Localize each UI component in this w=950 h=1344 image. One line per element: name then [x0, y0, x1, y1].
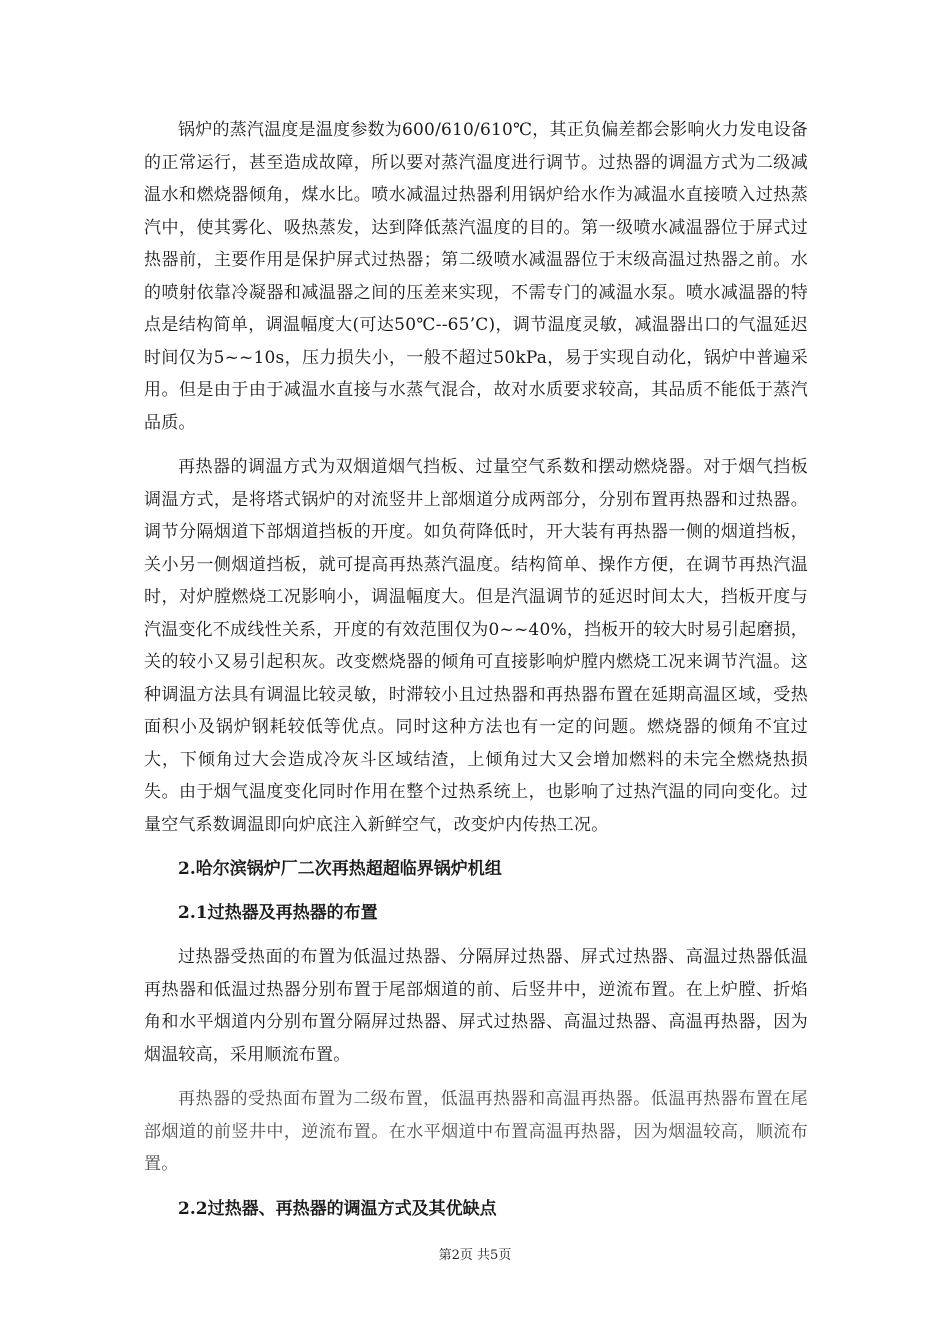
paragraph-reheater-regulation: 再热器的调温方式为双烟道烟气挡板、过量空气系数和摆动燃烧器。对于烟气挡板调温方式，是将塔式锅炉的对流竖井上部烟道分成两部分，分别布置再热器和过热器。调节分隔烟道下部烟道挡板的开度。如负荷降低时，开大装有再热器一侧的烟道挡板，关小另一侧烟道挡板，就可提高再热蒸汽温度。结构简单、操作方便，在调节再热汽温时，对炉膛燃烧工况影响小，调温幅度大。但是汽温调节的延迟时间太大，挡板开度与汽温变化不成线性关系，开度的有效范围仅为0~~40%，挡板开的较大时易引起磨损，关的较小又易引起积灰。改变燃烧器的倾角可直接影响炉膛内燃烧工况来调节汽温。这种调温方法具有调温比较灵敏，时滞较小且过热器和再热器布置在延期高温区域，受热面积小及锅炉钢耗较低等优点。同时这种方法也有一定的问题。燃烧器的倾角不宜过大，下倾角过大会造成冷灰斗区域结渣，上倾角过大又会增加燃料的未完全燃烧热损失。由于烟气温度变化同时作用在整个过热系统上，也影响了过热汽温的同向变化。过量空气系数调温即向炉底注入新鲜空气，改变炉内传热工况。 [144, 457, 808, 835]
paragraph-steam-temperature: 锅炉的蒸汽温度是温度参数为600/610/610℃，其正负偏差都会影响火力发电设备的正常运行，甚至造成故障，所以要对蒸汽温度进行调节。过热器的调温方式为二级减温水和燃烧器倾角，煤水比。喷水减温过热器利用锅炉给水作为减温水直接喷入过热蒸汽中，使其雾化、吸热蒸发，达到降低蒸汽温度的目的。第一级喷水减温器位于屏式过热器前，主要作用是保护屏式过热器；第二级喷水减温器位于末级高温过热器之前。水的喷射依靠冷凝器和减温器之间的压差来实现，不需专门的减温水泵。喷水减温器的特点是结构简单，调温幅度大(可达50℃--65’C)，调节温度灵敏，减温器出口的气温延迟时间仅为5~~10s，压力损失小，一般不超过50kPa，易于实现自动化，锅炉中普遍采用。但是由于由于减温水直接与水蒸气混合，故对水质要求较高，其品质不能低于蒸汽品质。 [144, 120, 808, 433]
paragraph-reheater-layout: 再热器的受热面布置为二级布置，低温再热器和高温再热器。低温再热器布置在尾部烟道的前竖井中，逆流布置。在水平烟道中布置高温再热器，因为烟温较高，顺流布置。 [144, 1089, 808, 1174]
section-heading-2: 2.哈尔滨锅炉厂二次再热超超临界锅炉机组 [178, 859, 502, 879]
paragraph-superheater-layout: 过热器受热面的布置为低温过热器、分隔屏过热器、屏式过热器、高温过热器低温再热器和低温过热器分别布置于尾部烟道的前、后竖井中，逆流布置。在上炉膛、折焰角和水平烟道内分别布置分隔屏过热器、屏式过热器、高温过热器、高温再热器，因为烟温较高，采用顺流布置。 [144, 947, 808, 1065]
section-heading-2-1: 2.1过热器及再热器的布置 [178, 903, 378, 923]
section-heading-2-2: 2.2过热器、再热器的调温方式及其优缺点 [178, 1198, 497, 1219]
page-number-footer: 第2页 共5页 [438, 1248, 512, 1263]
document-body [144, 114, 808, 1237]
